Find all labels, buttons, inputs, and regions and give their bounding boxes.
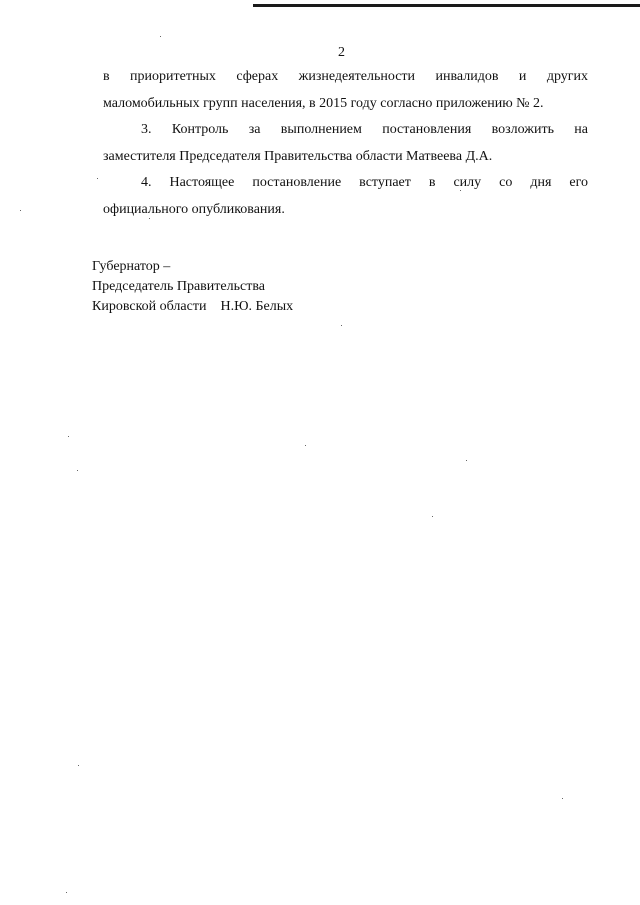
scan-speck [66,892,67,893]
scan-speck [460,190,461,191]
scan-speck [562,798,563,799]
scan-speck [68,436,69,437]
scan-speck [466,460,467,461]
scan-speck [432,516,433,517]
signature-region: Кировской области [92,299,207,314]
scan-speck [149,218,150,219]
paragraph-2-line-1: 3. Контроль за выполнением постановления возложить на [141,122,588,137]
paragraph-2-line-2: заместителя Председателя Правительства области Матвеева Д.А. [103,148,493,164]
signature-title-line-1: Губернатор – [92,259,171,274]
top-border-line [253,4,640,7]
paragraph-3-line-2: официального опубликования. [103,201,285,217]
signature-region-line [92,297,293,317]
paragraph-1-line-1: в приоритетных сферах жизнедеятельности инвалидов и других [103,69,588,84]
page-number: 2 [338,45,345,60]
signature-name: Н.Ю. Белых [220,299,294,314]
signature-block [92,257,293,317]
document-body [103,64,588,223]
scan-speck [20,210,21,211]
paragraph-3-line-1: 4. Настоящее постановление вступает в силу со дня его [141,175,588,190]
paragraph-1-line-2: маломобильных групп населения, в 2015 году согласно приложению № 2. [103,95,544,111]
scan-speck [77,470,78,471]
signature-title-line-2: Председатель Правительства [92,279,265,294]
scan-speck [160,36,161,37]
scan-speck [78,765,79,766]
scan-speck [97,178,98,179]
scan-speck [305,445,306,446]
scan-speck [341,325,342,326]
